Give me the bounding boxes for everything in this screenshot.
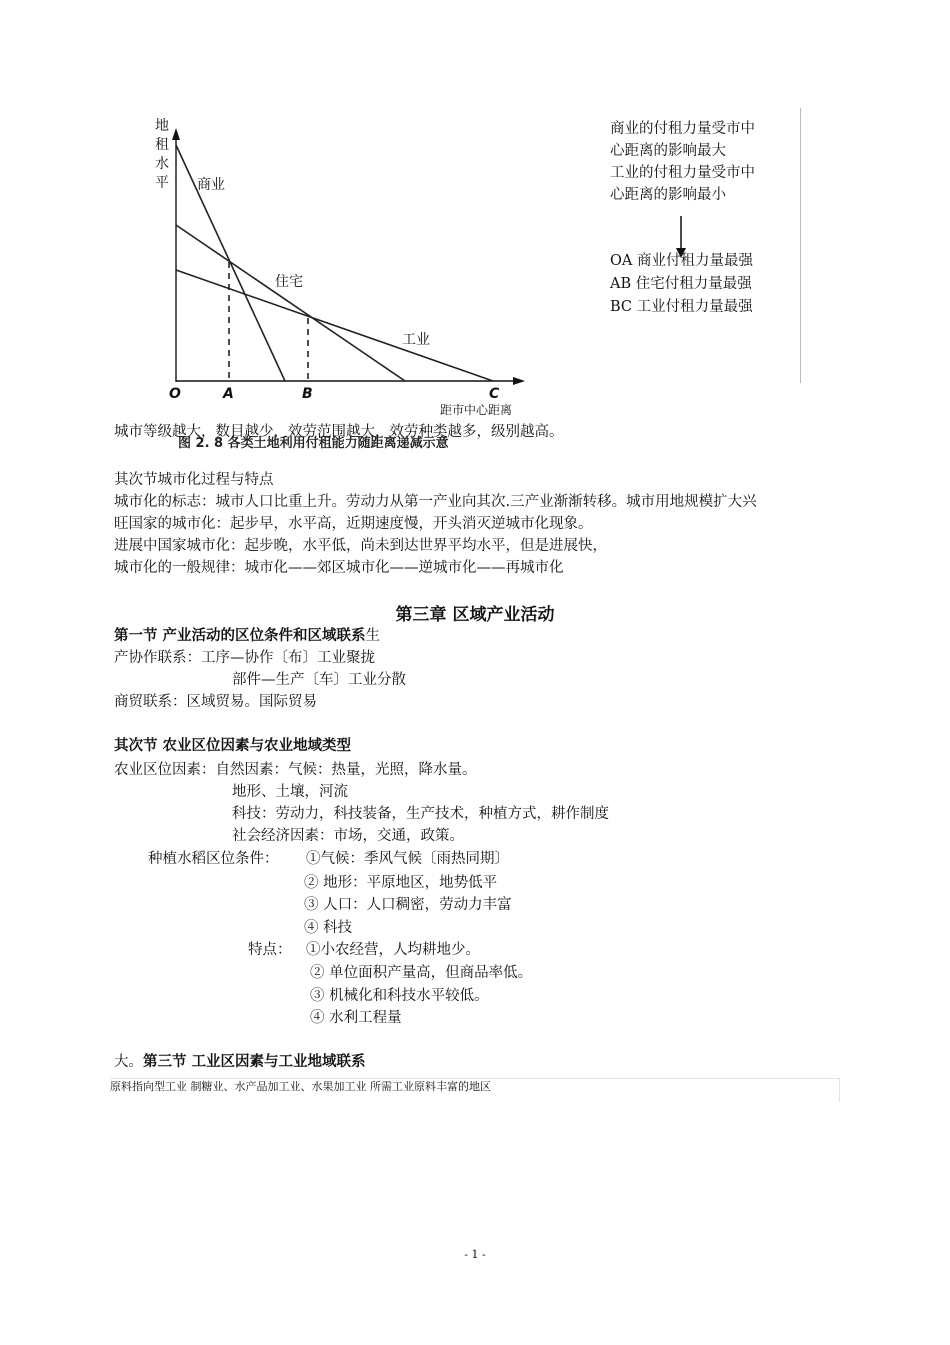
point-o: O: [169, 386, 181, 402]
table-row: 原料指向型工业 制糖业、水产品加工业、水果加工业 所需工业原料丰富的地区: [110, 1078, 840, 1102]
rice-label: 种植水稻区位条件：: [148, 851, 279, 867]
section-3-heading: [114, 1052, 366, 1072]
list-item: ④ 科技: [304, 920, 353, 936]
side-note-3: 工业的付租力量受市中: [610, 165, 755, 181]
side-note-1: 商业的付租力量受市中: [610, 121, 755, 137]
point-c: C: [489, 386, 500, 402]
section-3-title: 第三节 工业区因素与工业地域联系: [143, 1054, 366, 1070]
bid-rent-chart: [145, 110, 545, 430]
y-axis-arrow: [172, 128, 180, 140]
x-axis-arrow: [513, 377, 525, 385]
side-note-ab: AB 住宅付租力量最强: [610, 276, 752, 292]
industry-line: [176, 270, 493, 381]
section-2-heading: 其次节 农业区位因素与农业地域类型: [114, 738, 352, 754]
y-axis-label-char: 水: [155, 156, 169, 172]
section-heading: 其次节城市化过程与特点: [114, 472, 274, 488]
paragraph-line: 地形、土壤，河流: [232, 784, 348, 800]
section-1-tail: 生: [365, 628, 381, 644]
chapter-title: 第三章 区域产业活动: [395, 605, 555, 625]
paragraph-line: 部件—生产〔车〕工业分散: [232, 672, 406, 688]
paragraph-line: 产协作联系：工序—协作〔布〕工业聚拢: [114, 650, 375, 666]
section-3-prefix: 大。: [114, 1054, 143, 1070]
list-item: ①气候：季风气候〔雨热同期〕: [306, 851, 509, 867]
paragraph-line: 科技：劳动力，科技装备，生产技术，种植方式，耕作制度: [232, 806, 609, 822]
side-note-2: 心距离的影响最大: [610, 143, 726, 159]
x-axis-label: 距市中心距离: [440, 403, 513, 417]
commerce-label: 商业: [197, 177, 225, 193]
city-level-text: 城市等级越大，数目越少，效劳范围越大，效劳种类越多，级别越高。: [114, 424, 564, 440]
y-axis-label-char: 平: [155, 175, 169, 191]
list-item: ③ 机械化和科技水平较低。: [310, 988, 489, 1004]
paragraph-line: 旺国家的城市化：起步早，水平高，近期速度慢，开头消灭逆城市化现象。: [114, 516, 593, 532]
y-axis-label-char: 租: [155, 137, 169, 153]
side-note-bc: BC 工业付租力量最强: [610, 299, 753, 315]
list-item: ② 单位面积产量高，但商品率低。: [310, 965, 533, 981]
feature-label: 特点：: [248, 942, 292, 958]
point-b: B: [302, 386, 313, 402]
side-note-4: 心距离的影响最小: [610, 187, 726, 203]
chart-caption: 图 2. 8 各类土地利用付租能力随距离递减示意: [178, 436, 449, 451]
paragraph-line: 社会经济因素：市场，交通，政策。: [232, 828, 464, 844]
list-item: ③ 人口：人口稠密，劳动力丰富: [304, 897, 512, 913]
paragraph-line: 进展中国家城市化：起步晚，水平低，尚未到达世界平均水平，但是进展快，: [114, 538, 607, 554]
list-item: ② 地形：平原地区，地势低平: [304, 875, 498, 891]
paragraph-line: 农业区位因素：自然因素：气候：热量，光照，降水量。: [114, 762, 477, 778]
list-item: ①小农经营，人均耕地少。: [306, 942, 480, 958]
residence-line: [176, 225, 405, 381]
paragraph-line: 商贸联系：区域贸易。国际贸易: [114, 694, 317, 710]
side-note-oa: OA 商业付租力量最强: [610, 253, 753, 269]
residence-label: 住宅: [275, 274, 303, 290]
paragraph-line: 城市化的一般规律：城市化——郊区城市化——逆城市化——再城市化: [114, 560, 564, 576]
y-axis-label-char: 地: [155, 118, 169, 134]
section-1-heading: [114, 626, 380, 646]
paragraph-line: 城市化的标志：城市人口比重上升。劳动力从第一产业向其次.三产业渐渐转移。城市用地规模扩大兴: [114, 494, 757, 510]
list-item: ④ 水利工程量: [310, 1010, 402, 1026]
point-a: A: [223, 386, 234, 402]
industry-label: 工业: [402, 332, 430, 348]
section-1-title: 第一节 产业活动的区位条件和区域联系: [114, 628, 366, 644]
page-number: - 1 -: [464, 1248, 486, 1261]
vertical-divider: [800, 108, 801, 383]
